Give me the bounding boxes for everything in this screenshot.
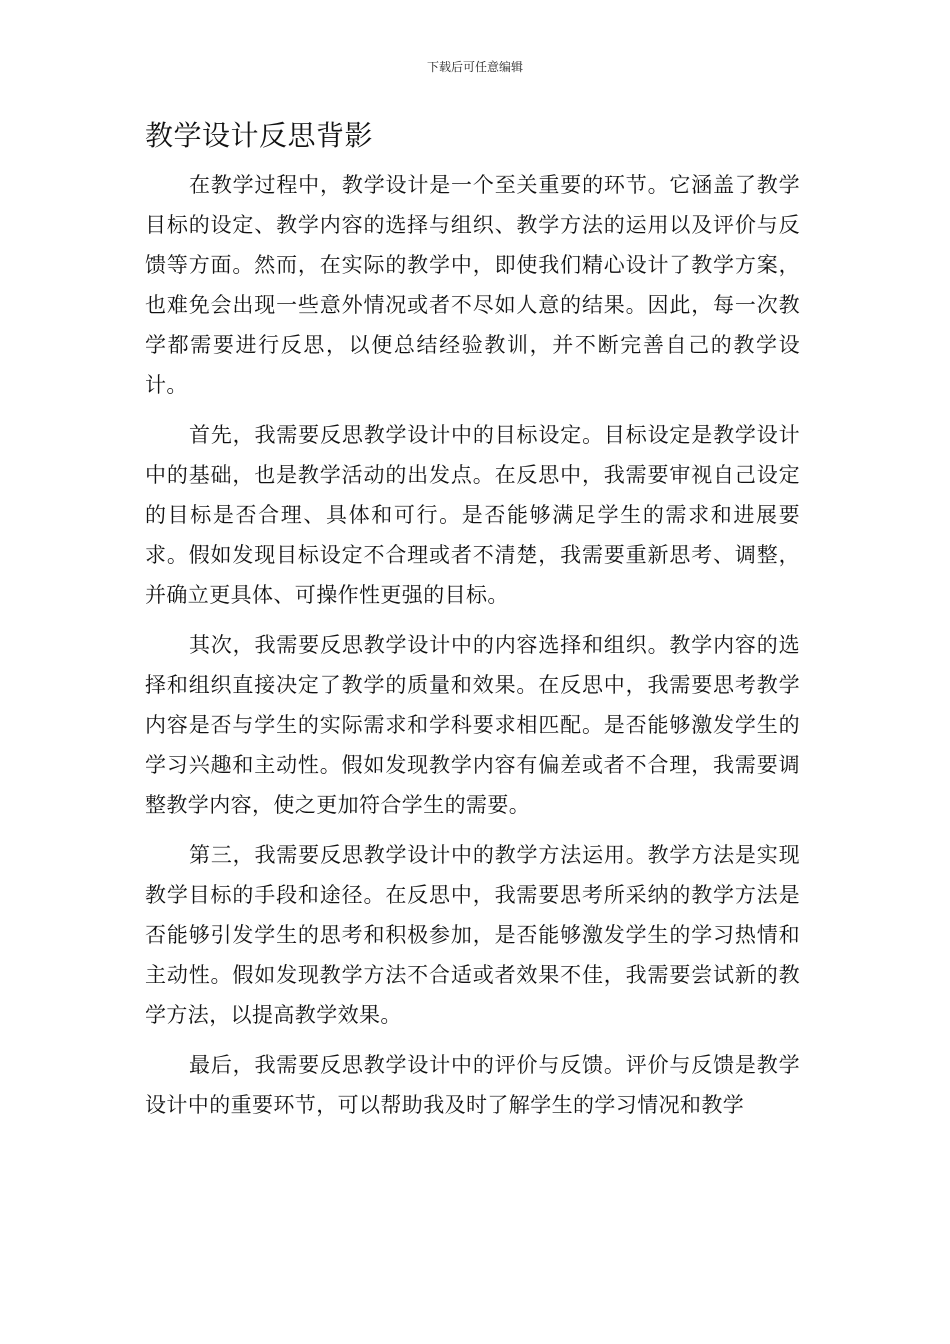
paragraph-evaluation-feedback: 最后，我需要反思教学设计中的评价与反馈。评价与反馈是教学设计中的重要环节，可以帮助我及时了解学生的学习情况和教学 [145,1053,800,1117]
document-title: 教学设计反思背影 [145,119,374,152]
paragraph-intro: 在教学过程中，教学设计是一个至关重要的环节。它涵盖了教学目标的设定、教学内容的选择与组织、教学方法的运用以及评价与反馈等方面。然而，在实际的教学中，即使我们精心设计了教学方案，也难免会出现一些意外情况或者不尽如人意的结果。因此，每一次教学都需要进行反思，以便总结经验教训，并不断完善自己的教学设计。 [145,173,800,397]
paragraph-teaching-methods: 第三，我需要反思教学设计中的教学方法运用。教学方法是实现教学目标的手段和途径。在反思中，我需要思考所采纳的教学方法是否能够引发学生的思考和积极参加，是否能够激发学生的学习热情和主动性。假如发现教学方法不合适或者效果不佳，我需要尝试新的教学方法，以提高教学效果。 [145,843,800,1027]
header-note: 下载后可任意编辑 [426,60,523,74]
document-body [145,165,800,1135]
paragraph-goal-setting: 首先，我需要反思教学设计中的目标设定。目标设定是教学设计中的基础，也是教学活动的出发点。在反思中，我需要审视自己设定的目标是否合理、具体和可行。是否能够满足学生的需求和进展要求。假如发现目标设定不合理或者不清楚，我需要重新思考、调整，并确立更具体、可操作性更强的目标。 [145,423,800,607]
paragraph-content-selection: 其次，我需要反思教学设计中的内容选择和组织。教学内容的选择和组织直接决定了教学的质量和效果。在反思中，我需要思考教学内容是否与学生的实际需求和学科要求相匹配。是否能够激发学生的学习兴趣和主动性。假如发现教学内容有偏差或者不合理，我需要调整教学内容，使之更加符合学生的需要。 [145,633,800,817]
